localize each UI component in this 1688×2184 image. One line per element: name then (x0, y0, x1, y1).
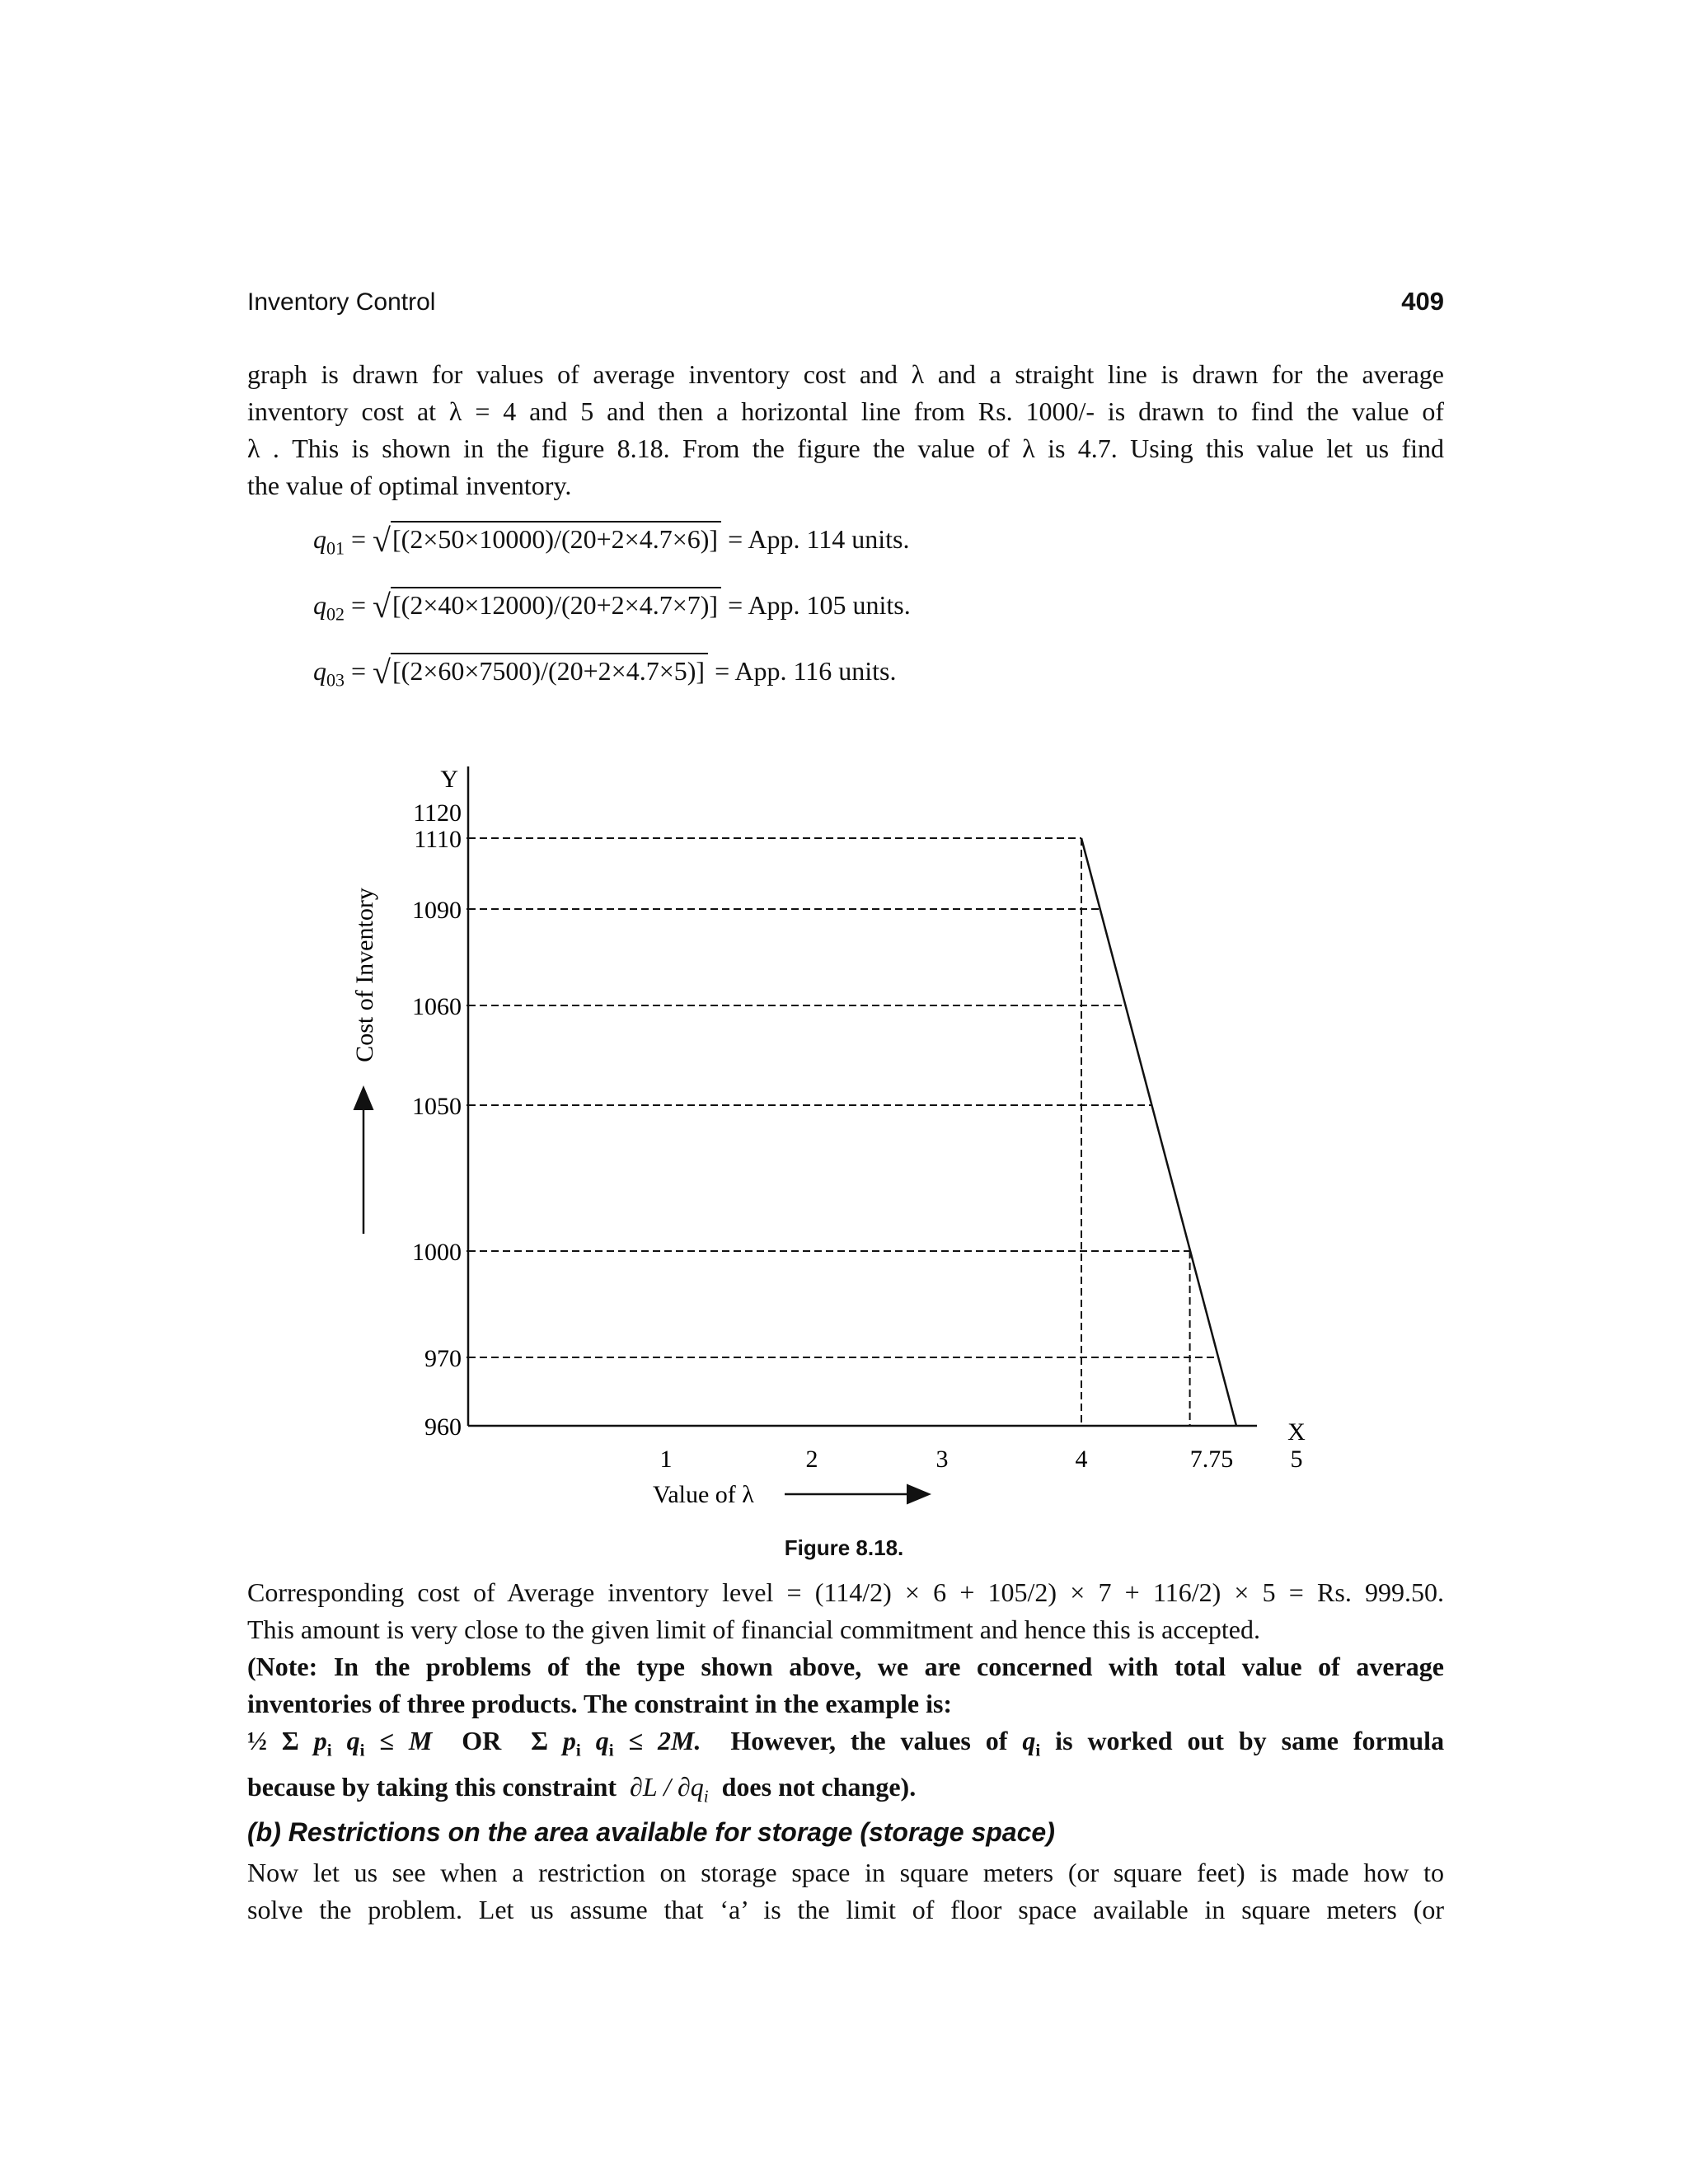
radicand: [(2×40×12000)/(20+2×4.7×7)] (391, 587, 721, 621)
var-q: q (346, 1726, 360, 1755)
var-M: M (408, 1726, 433, 1755)
sigma: Σ (531, 1726, 548, 1755)
var-q: q (595, 1726, 609, 1755)
le-symbol: ≤ (628, 1726, 644, 1755)
half-sigma: ½ Σ (247, 1726, 299, 1755)
equation-subscript: 01 (326, 537, 345, 559)
equation-result: = App. 116 units. (715, 656, 897, 686)
var-q: q (1022, 1726, 1036, 1755)
y-tick-label: 1090 (412, 897, 462, 924)
radical-icon: √ (373, 588, 391, 625)
sub-i: i (703, 1786, 709, 1807)
y-tick-label: 1060 (412, 993, 462, 1020)
sub-i: i (1035, 1740, 1041, 1760)
equation-result: = App. 114 units. (728, 524, 910, 554)
intro-line: λ . This is shown in the figure 8.18. From the figure the value of λ is 4.7. Using this value let us find (247, 434, 1444, 463)
closing-paragraph (247, 1854, 1444, 1929)
x-tick-label: 2 (805, 1446, 818, 1473)
y-tick-label: 960 (424, 1413, 462, 1441)
y-axis-label: Cost of Inventory (351, 888, 378, 1062)
chart-layer (351, 766, 1306, 1508)
note-text: does not change). (721, 1772, 917, 1802)
y-tick-label: 1110 (414, 826, 462, 853)
partial-derivative: ∂L / ∂q (630, 1772, 704, 1802)
note-text: However, the values of (730, 1726, 1008, 1755)
note-line: (Note: In the problems of the type shown above, we are concerned with total value of average (247, 1652, 1444, 1681)
x-tick-label: 5 (1290, 1446, 1303, 1473)
after-paragraph (247, 1574, 1444, 1816)
equation-result: = App. 105 units. (728, 590, 911, 620)
sub-i: i (575, 1740, 581, 1760)
equation-q03: $q_{03} = √[(2\times 60\times 7500)/(20+2\times 4.7\times 5)]$ = App. 116 units. (313, 654, 897, 691)
section-heading: (b) Restrictions on the area available for storage (storage space) (247, 1817, 1055, 1847)
running-title: Inventory Control (247, 288, 436, 316)
note-text: because by taking this constraint (247, 1772, 617, 1802)
result-line: This amount is very close to the given limit of financial commitment and hence this is accepted. (247, 1615, 1260, 1644)
x-tick-label: 4 (1075, 1446, 1088, 1473)
y-tick-label: 1120 (413, 799, 462, 827)
closing-line: solve the problem. Let us assume that ‘a’ is the limit of floor space available in square meters (or (247, 1895, 1444, 1924)
intro-line: the value of optimal inventory. (247, 471, 572, 500)
y-tick-label: 970 (424, 1345, 462, 1372)
equation-variable: q (313, 524, 326, 554)
note-line: inventories of three products. The constraint in the example is: (247, 1689, 953, 1718)
x-tick-label: 3 (935, 1446, 949, 1473)
radicand: [(2×50×10000)/(20+2×4.7×6)] (391, 521, 721, 555)
var-p: p (562, 1726, 576, 1755)
equation-q01: $q_{01} = √[(2\times 50\times 10000)/(20+2\times 4.7\times 6)]$ = App. 114 units. (313, 522, 910, 559)
intro-line: graph is drawn for values of average inventory cost and λ and a straight line is drawn for the average (247, 359, 1444, 389)
or-word: OR (462, 1726, 502, 1755)
x-axis-label: Value of λ (653, 1481, 754, 1508)
sub-i: i (608, 1740, 614, 1760)
equation-variable: q (313, 590, 326, 620)
radical-icon: √ (373, 654, 391, 691)
sub-i: i (326, 1740, 332, 1760)
note-line-derivative (247, 1769, 1444, 1815)
radical-icon: √ (373, 522, 391, 559)
var-p: p (313, 1726, 327, 1755)
le-symbol: ≤ (379, 1726, 394, 1755)
page-number: 409 (1401, 287, 1444, 316)
y-axis-letter: Y (440, 766, 458, 793)
equation-q02: $q_{02} = √[(2\times 40\times 12000)/(20+2\times 4.7\times 7)]$ = App. 105 units. (313, 588, 911, 625)
x-tick-label: 1 (659, 1446, 673, 1473)
note-text: is worked out by same formula (1055, 1726, 1445, 1755)
figure-caption: Figure 8.18. (784, 1535, 904, 1560)
y-tick-label: 1050 (412, 1093, 462, 1120)
equation-subscript: 03 (326, 669, 345, 691)
y-tick-label: 1000 (412, 1239, 462, 1266)
x-tick-label: 7.75 (1189, 1446, 1234, 1473)
var-2M: 2M. (657, 1726, 701, 1755)
closing-line: Now let us see when a restriction on storage space in square meters (or square feet) is made how to (247, 1858, 1444, 1887)
equation-variable: q (313, 656, 326, 686)
series-line (1081, 838, 1236, 1426)
equation-subscript: 02 (326, 603, 345, 625)
sub-i: i (359, 1740, 365, 1760)
x-axis-letter: X (1287, 1418, 1306, 1446)
result-line: Corresponding cost of Average inventory level = (114/2) × 6 + 105/2) × 7 + 116/2) × 5 = Rs. 999.50. (247, 1577, 1444, 1607)
intro-line: inventory cost at λ = 4 and 5 and then a horizontal line from Rs. 1000/- is drawn to find the value of (247, 396, 1444, 426)
radicand: [(2×60×7500)/(20+2×4.7×5)] (391, 653, 708, 687)
note-line-formula (247, 1722, 1444, 1769)
